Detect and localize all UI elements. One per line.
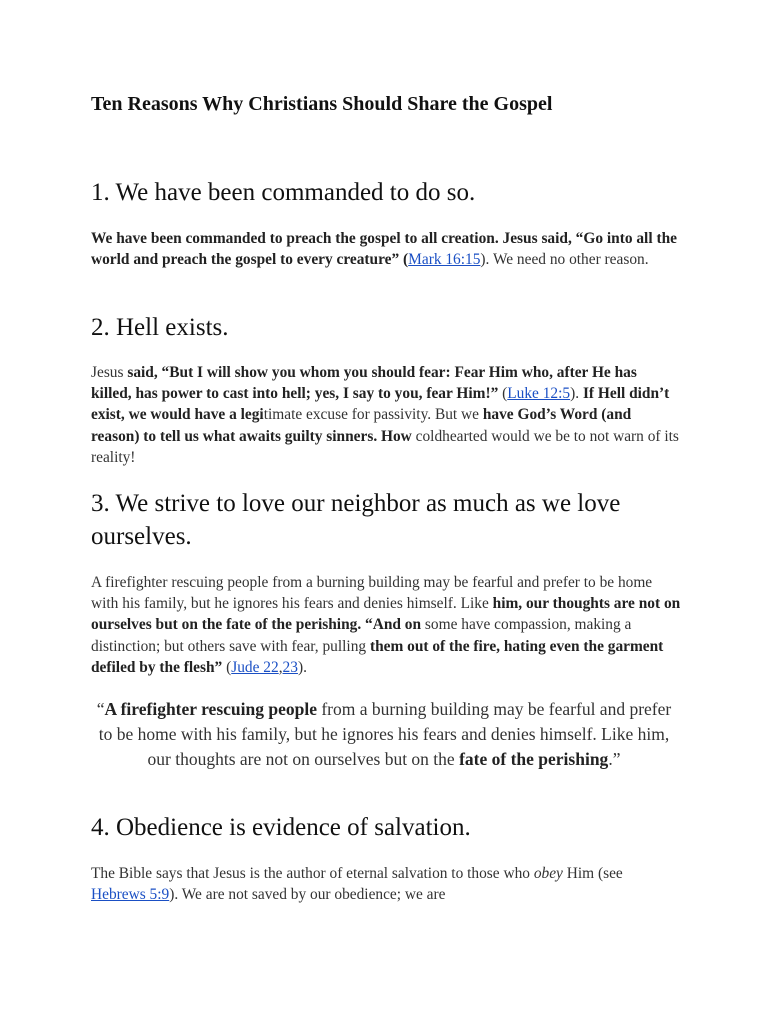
section-3-bold-1: him, our thoughts are not on ourselves but on the fate of the perishing. “And on: [91, 595, 681, 634]
jude-23-link[interactable]: 23: [282, 658, 298, 676]
section-2-text-b: (: [498, 385, 508, 403]
section-4-text-b: Him (see: [562, 865, 623, 882]
section-3-paragraph: [91, 572, 681, 678]
quote-text: from a burning building may be fearful and prefer to be home with his family, but he ignores his fears and denies himself. Like him, our thoughts are not on ourselves but on the: [98, 699, 672, 769]
section-2-text-e: coldhearted would we be to not warn of its reality!: [91, 427, 679, 466]
section-3-text-a: A firefighter rescuing people from a burning building may be fearful and prefer to be home with his family, but he ignores his fears and denies himself. Like: [91, 574, 653, 613]
section-4-heading: 4. Obedience is evidence of salvation.: [91, 814, 471, 841]
section-2-bold-2: If Hell didn’t exist, we would have a legi: [91, 385, 670, 424]
section-3-link-separator: ,: [278, 658, 283, 676]
mark-16-15-link[interactable]: Mark 16:15: [408, 251, 481, 269]
section-3-text-c: (: [222, 658, 232, 676]
quote-open: “: [96, 699, 105, 719]
luke-12-5-link[interactable]: Luke 12:5: [507, 385, 571, 403]
section-3-text-b: some have compassion, making a distinction; but others save with fear, pulling: [91, 616, 632, 655]
section-2-text-c: ).: [570, 385, 583, 403]
section-2-bold-3: have God’s Word (and reason) to tell us what awaits guilty sinners. How: [91, 406, 632, 445]
section-2-text-a: Jesus: [91, 364, 128, 381]
hebrews-5-9-link[interactable]: Hebrews 5:9: [91, 886, 170, 904]
section-2-bold-1: said, “But I will show you whom you should fear: Fear Him who, after He has killed, has power to cast into hell; yes, I say to you, fear Him!”: [91, 364, 637, 403]
pull-quote: [95, 697, 673, 772]
section-1-paragraph: [91, 228, 681, 270]
section-1-text-a: We have been commanded to preach the gospel to all creation. Jesus said, “Go into all the world and preach the gospel to every creature” (: [91, 230, 677, 269]
section-2-text-d: timate excuse for passivity. But we: [263, 406, 483, 424]
quote-close: .”: [608, 749, 621, 769]
section-2-paragraph: [91, 362, 681, 468]
section-4-paragraph: [91, 863, 666, 905]
quote-bold-2: fate of the perishing: [459, 749, 609, 769]
section-3-text-d: ).: [297, 658, 307, 676]
jude-22-link[interactable]: Jude 22: [231, 658, 279, 676]
section-1-text-b: ). We need no other reason.: [480, 251, 649, 269]
section-3-heading: 3. We strive to love our neighbor as much as we love ourselves.: [91, 490, 621, 550]
section-3-bold-2: them out of the fire, hating even the garment defiled by the flesh”: [91, 637, 664, 676]
section-4-text-a: The Bible says that Jesus is the author of eternal salvation to those who: [91, 865, 534, 882]
section-1-heading: 1. We have been commanded to do so.: [91, 179, 476, 206]
page-title: Ten Reasons Why Christians Should Share the Gospel: [91, 93, 553, 115]
quote-bold-1: A firefighter rescuing people: [104, 699, 317, 719]
section-4-text-c: ). We are not saved by our obedience; we are: [169, 886, 446, 904]
section-2-heading: 2. Hell exists.: [91, 314, 229, 341]
section-4-emphasis: obey: [533, 865, 563, 882]
